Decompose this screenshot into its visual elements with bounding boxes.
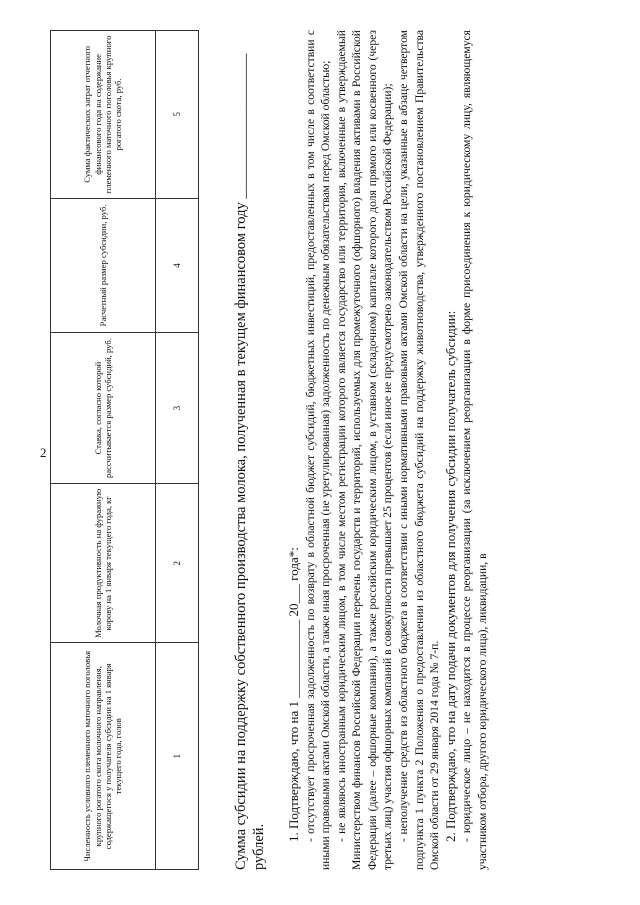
paragraph: - не являюсь иностранным юридическим лицом, в том числе местом регистрации которого является государство или территория, включенные в утверждаемый Министерством финансов Российской Федерации перечень государств и территорий, используемых для промежуточного (офшорного) владения активами в Российской Федерации (далее – офшорные компании), а также российским юридическим лицом, в уставном (складочном) капитале которого доля прямого или косвенного (через третьих лиц) участия офшорных компаний в совокупности превышает 25 процентов (если иное не предусмотрено законодательством Российской Федерации);	[334, 30, 395, 870]
table-header-cell: Молочная продуктивность на фуражную корову на 1 января текущего года, кг	[51, 484, 156, 643]
subsidy-table	[50, 30, 199, 870]
table-cell: 1	[156, 643, 199, 870]
table-row	[156, 31, 199, 870]
table-header-row	[51, 31, 156, 870]
table-cell: 4	[156, 198, 199, 332]
table-header-cell: Сумма фактических затрат отчетного финансового года на содержание племенного маточного поголовья крупного рогатого скота, руб.	[51, 31, 156, 199]
paragraph: 2. Подтверждаю, что на дату подачи документов для получения субсидии получатель субсидии:	[442, 310, 458, 842]
table-cell: 3	[156, 333, 199, 484]
table-header-cell: Расчетный размер субсидии, руб.	[51, 198, 156, 332]
table-header-cell: Ставка, согласно которой рассчитывается размер субсидий, руб.	[51, 333, 156, 484]
page-number: 2	[40, 445, 47, 460]
table-header-cell: Численность условного племенного маточного поголовья крупного рогатого скота молочного направления, содержащегося у получателя субсидии на 1 января текущего года, голов	[51, 643, 156, 870]
paragraph: 1. Подтверждаю, что на 1 ____________ 20___ года*:	[286, 547, 301, 842]
document-body	[286, 30, 491, 870]
table-cell: 2	[156, 484, 199, 643]
table-cell: 5	[156, 31, 199, 199]
subsidy-sum-line: Сумма субсидии на поддержку собственного производства молока, полученная в текущем финансовом году ____________________ рублей.	[233, 53, 267, 870]
rotated-page-content	[40, 10, 600, 890]
paragraph: - неполучение средств из областного бюджета в соответствии с иными нормативными правовыми актами Омской области на цели, указанные в абзаце четвертом подпункта 1 пункта 2 Положения о предоставлении из областного бюджета субсидий на поддержку животноводства, утвержденного постановлением Правительства Омской области от 29 января 2014 года № 7-п.	[397, 30, 442, 870]
paragraph: - юридическое лицо – не находится в процессе реорганизации (за исключением реорганизации в форме присоединения к юридическому лицу, являющемуся участником отбора, другого юридического лица), ликвидации, в	[460, 30, 489, 870]
paragraph: - отсутствует просроченная задолженность по возврату в областной бюджет субсидий, бюджетных инвестиций, предоставленных в том числе в соответствии с иными правовыми актами Омской области, а также иная просроченная (не урегулированная) задолженность по денежным обязательствам перед Омской областью;	[303, 30, 333, 870]
